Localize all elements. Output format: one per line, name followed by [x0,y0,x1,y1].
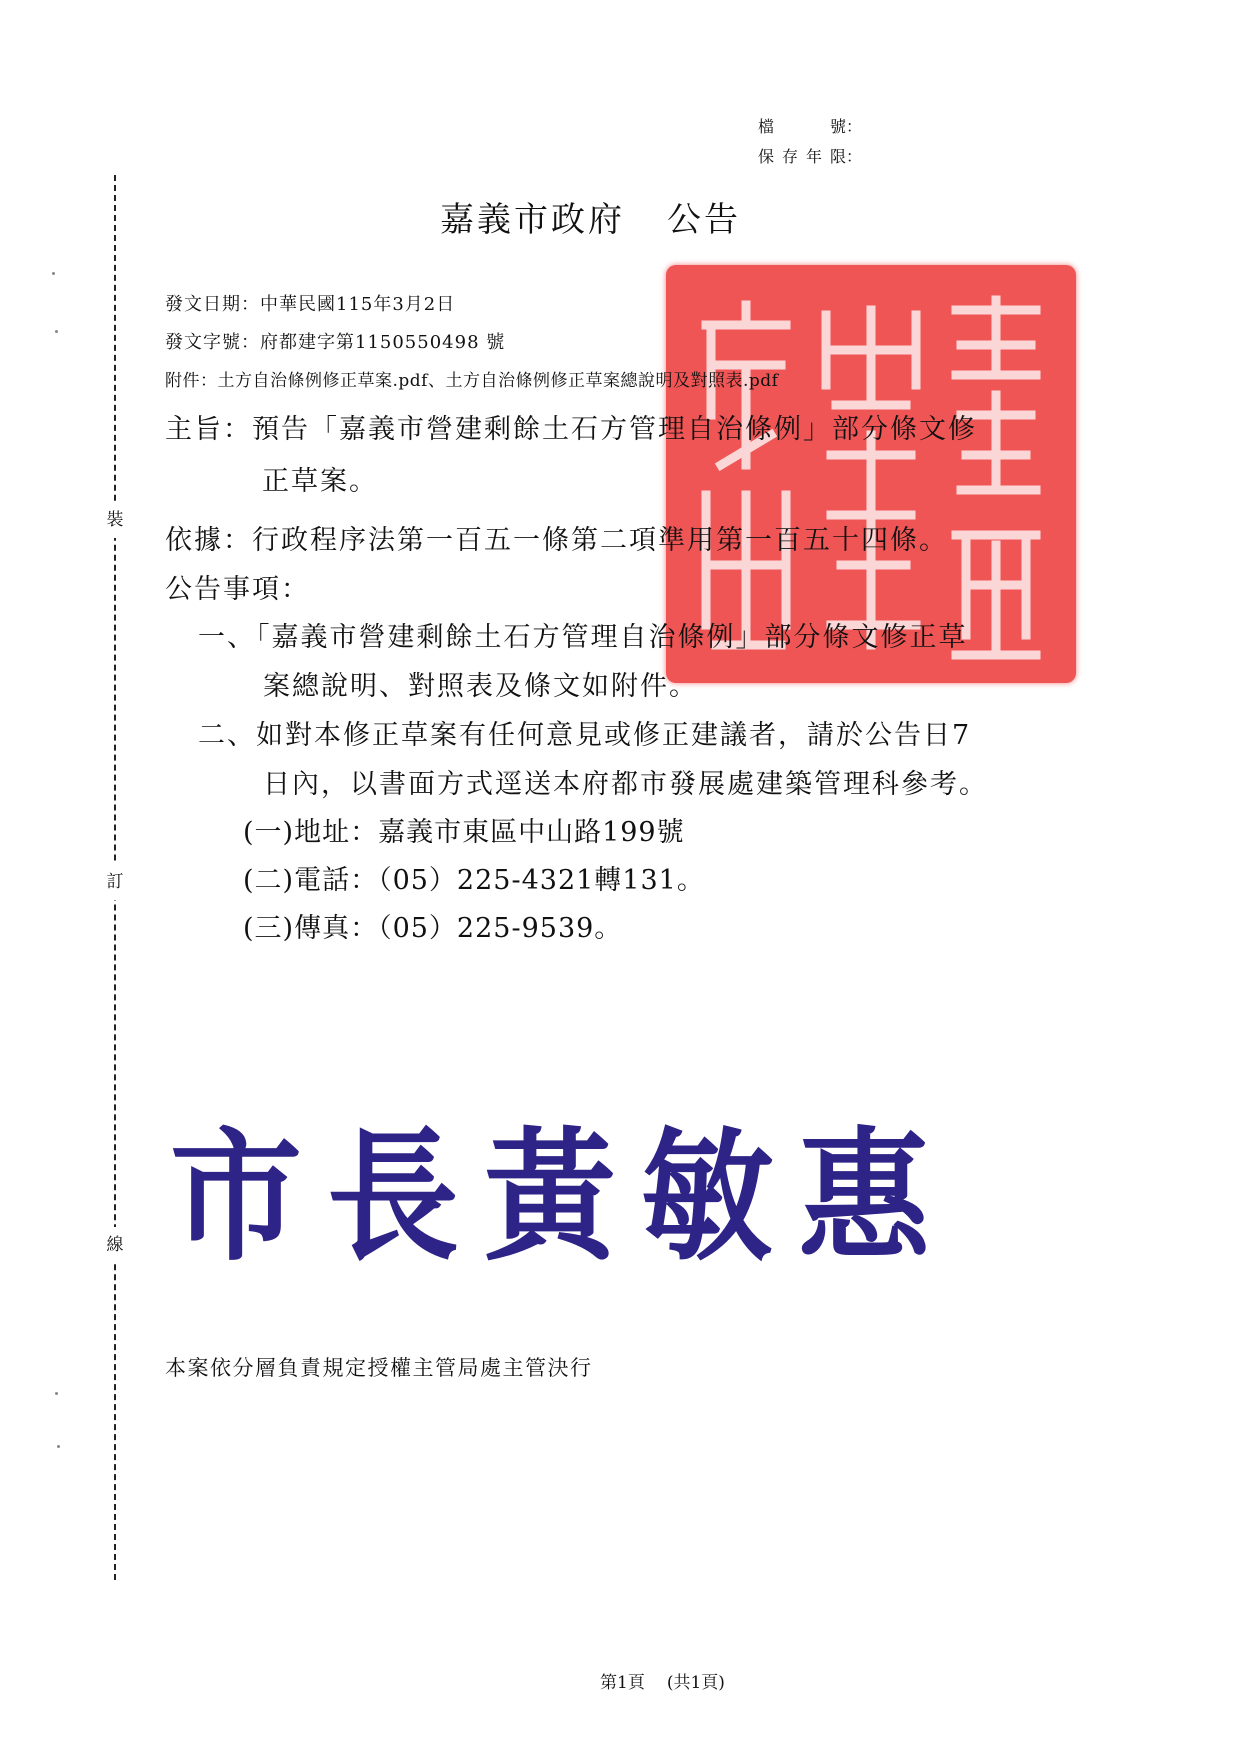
scan-speck [55,1392,58,1395]
scan-speck [52,272,55,275]
contact-address: (一)地址：嘉義市東區中山路199號 [243,817,685,848]
signature-char: 市 [170,1114,302,1282]
issue-info [165,286,1045,400]
issue-date: 發文日期：中華民國115年3月2日 [165,294,456,315]
attachment-line: 附件：土方自治條例修正草案.pdf、土方自治條例修正草案總說明及對照表.pdf [165,371,779,391]
contact-phone: (二)電話：（05）225-4321轉131。 [243,865,705,896]
subject-line-1: 主旨：預告「嘉義市營建剩餘土石方管理自治條例」部分條文修 [165,414,977,445]
signature-char: 惠 [798,1114,930,1282]
announcement-body [165,405,1085,953]
file-number-row: 檔 號 ： [758,112,898,142]
signature-char: 黃 [484,1114,616,1282]
page-current: 第1頁 [600,1673,645,1693]
file-meta-block [758,112,898,172]
signature-char: 敏 [641,1114,773,1282]
contact-fax: (三)傳真：（05）225-9539。 [243,913,623,944]
subject-line-2: 正草案。 [262,466,378,497]
scan-speck [57,1445,60,1448]
issue-number: 發文字號：府都建字第1150550498 號 [165,332,506,353]
notice-item-1-line-1: 一、「嘉義市營建剩餘土石方管理自治條例」部分條文修正草 [198,622,968,653]
delegation-note: 本案依分層負責規定授權主管局處主管決行 [165,1356,593,1380]
retention-row: 保存年限 ： [758,142,898,172]
notice-item-2-line-1: 二、如對本修正草案有任何意見或修正建議者，請於公告日7 [198,720,972,751]
binding-char-zhuang: 裝 [101,502,129,538]
signature-char: 長 [327,1114,459,1282]
page-number [600,1668,725,1693]
doc-type: 公告 [667,200,741,240]
file-number-label: 檔 號 [758,117,846,136]
notice-items-header: 公告事項： [165,574,310,605]
mayor-signature-stamp [170,1100,930,1282]
agency-name: 嘉義市政府 [440,200,625,240]
notice-item-2-line-2: 日內，以書面方式逕送本府都市發展處建築管理科參考。 [263,769,988,800]
binding-char-ding: 訂 [101,864,129,900]
basis-line: 依據：行政程序法第一百五一條第二項準用第一百五十四條。 [165,525,948,556]
document-title [440,195,840,245]
scan-speck [55,330,58,333]
retention-label: 保存年限 [758,147,846,166]
page-total: (共1頁) [666,1673,725,1693]
binding-char-xian: 線 [101,1227,129,1263]
notice-item-1-line-2: 案總說明、對照表及條文如附件。 [263,671,698,702]
